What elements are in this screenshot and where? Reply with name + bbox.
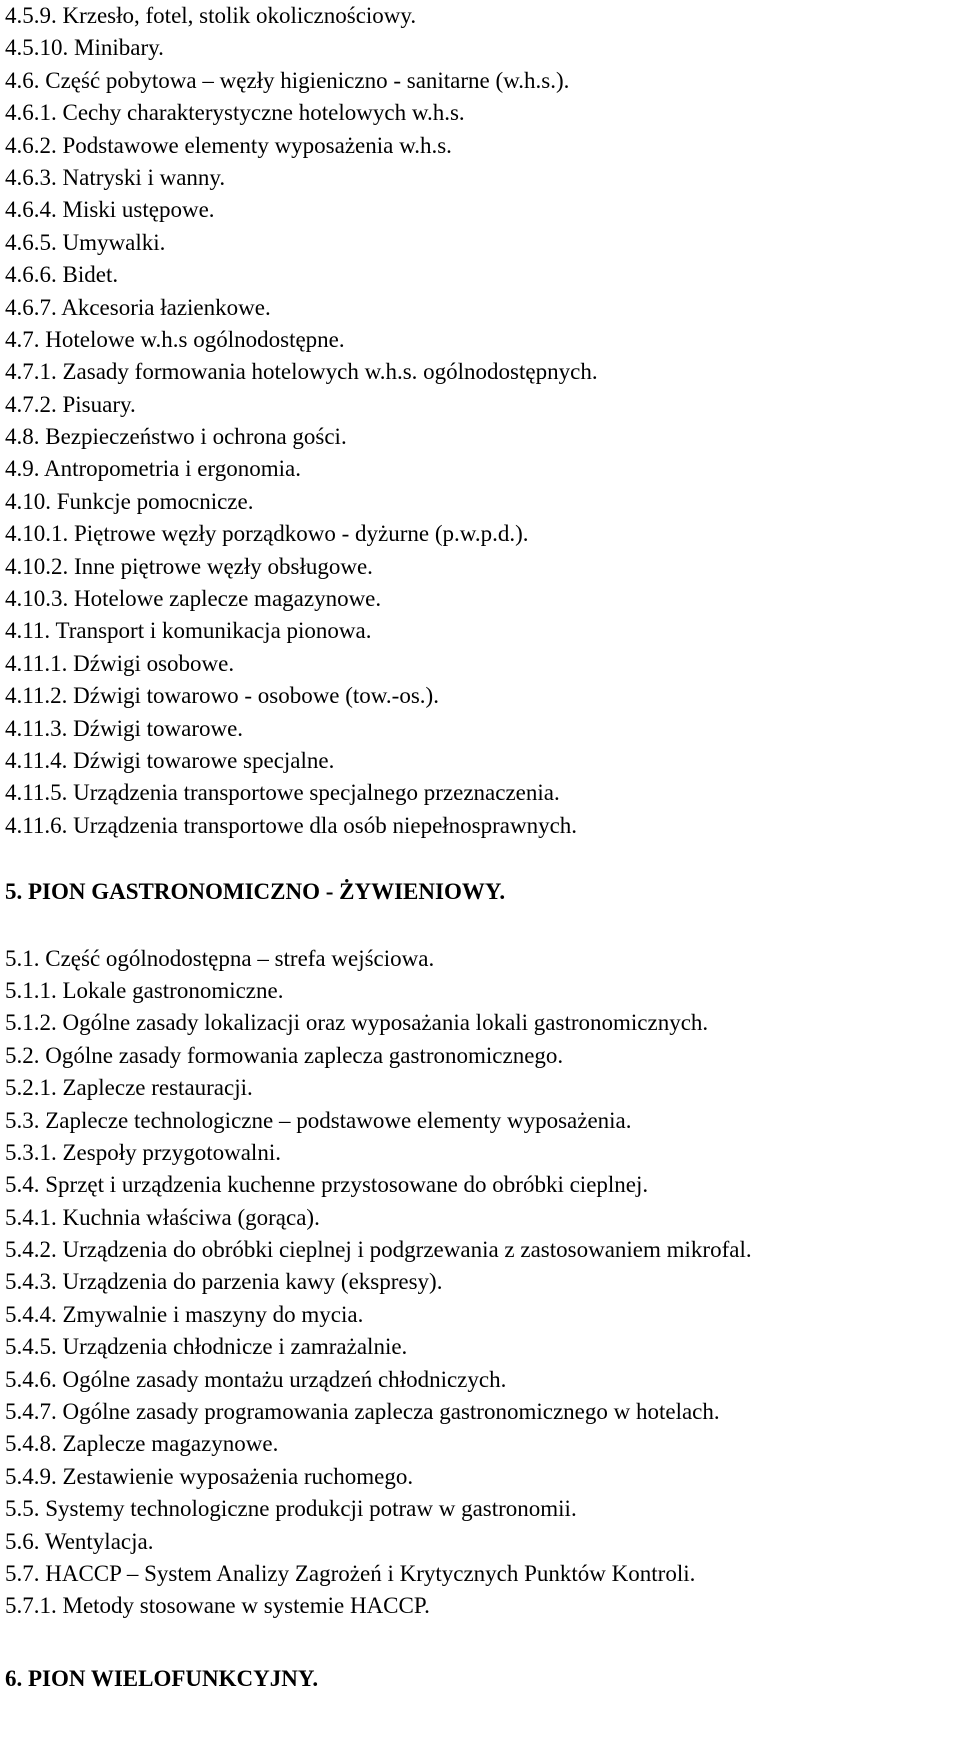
toc-line: 5.4.5. Urządzenia chłodnicze i zamrażalnie. bbox=[5, 1334, 408, 1360]
toc-line: 4.6.5. Umywalki. bbox=[5, 229, 166, 255]
toc-line: 4.7. Hotelowe w.h.s ogólnodostępne. bbox=[5, 326, 345, 352]
toc-line: 4.10. Funkcje pomocnicze. bbox=[5, 488, 254, 514]
toc-line: 5.4. Sprzęt i urządzenia kuchenne przystosowane do obróbki cieplnej. bbox=[5, 1172, 649, 1198]
toc-line: 5.2.1. Zaplecze restauracji. bbox=[5, 1075, 253, 1101]
toc-line: 5.1.2. Ogólne zasady lokalizacji oraz wyposażania lokali gastronomicznych. bbox=[5, 1010, 709, 1036]
section-5-list bbox=[5, 943, 955, 1623]
toc-line: 5.4.6. Ogólne zasady montażu urządzeń chłodniczych. bbox=[5, 1366, 507, 1392]
toc-line: 4.6.2. Podstawowe elementy wyposażenia w.h.s. bbox=[5, 132, 452, 158]
toc-line: 4.11.1. Dźwigi osobowe. bbox=[5, 650, 235, 676]
toc-line: 5.4.4. Zmywalnie i maszyny do mycia. bbox=[5, 1301, 364, 1327]
toc-line: 4.11. Transport i komunikacja pionowa. bbox=[5, 618, 372, 644]
toc-line: 5.5. Systemy technologiczne produkcji potraw w gastronomii. bbox=[5, 1496, 577, 1522]
toc-line: 4.11.4. Dźwigi towarowe specjalne. bbox=[5, 747, 335, 773]
toc-line: 4.10.2. Inne piętrowe węzły obsługowe. bbox=[5, 553, 373, 579]
toc-line: 5.4.3. Urządzenia do parzenia kawy (ekspresy). bbox=[5, 1269, 443, 1295]
toc-line: 4.9. Antropometria i ergonomia. bbox=[5, 456, 301, 482]
toc-line: 4.6.7. Akcesoria łazienkowe. bbox=[5, 294, 271, 320]
toc-line: 4.6.1. Cechy charakterystyczne hotelowych w.h.s. bbox=[5, 100, 465, 126]
toc-line: 5.7. HACCP – System Analizy Zagrożeń i Krytycznych Punktów Kontroli. bbox=[5, 1560, 696, 1586]
toc-line: 4.5.9. Krzesło, fotel, stolik okolicznościowy. bbox=[5, 3, 417, 28]
toc-line: 4.6.6. Bidet. bbox=[5, 262, 119, 288]
toc-line: 4.11.5. Urządzenia transportowe specjalnego przeznaczenia. bbox=[5, 780, 560, 806]
toc-line: 5.4.7. Ogólne zasady programowania zaplecza gastronomicznego w hotelach. bbox=[5, 1399, 720, 1425]
toc-line: 5.1.1. Lokale gastronomiczne. bbox=[5, 977, 284, 1003]
toc-line: 5.4.8. Zaplecze magazynowe. bbox=[5, 1431, 279, 1457]
toc-line: 4.10.1. Piętrowe węzły porządkowo - dyżurne (p.w.p.d.). bbox=[5, 521, 529, 547]
toc-line: 5.4.2. Urządzenia do obróbki cieplnej i podgrzewania z zastosowaniem mikrofal. bbox=[5, 1237, 752, 1263]
toc-line: 5.4.9. Zestawienie wyposażenia ruchomego. bbox=[5, 1463, 414, 1489]
toc-line: 4.6. Część pobytowa – węzły higieniczno - sanitarne (w.h.s.). bbox=[5, 67, 570, 93]
toc-line: 4.10.3. Hotelowe zaplecze magazynowe. bbox=[5, 586, 382, 612]
toc-line: 5.4.1. Kuchnia właściwa (gorąca). bbox=[5, 1204, 320, 1230]
toc-line: 4.8. Bezpieczeństwo i ochrona gości. bbox=[5, 424, 347, 450]
section-5-heading: 5. PION GASTRONOMICZNO - ŻYWIENIOWY. bbox=[5, 879, 506, 905]
toc-line: 4.6.4. Miski ustępowe. bbox=[5, 197, 215, 223]
toc-line: 5.3.1. Zespoły przygotowalni. bbox=[5, 1139, 281, 1165]
toc-line: 4.11.2. Dźwigi towarowo - osobowe (tow.-os.). bbox=[5, 683, 439, 709]
section-gap bbox=[5, 909, 955, 943]
toc-line: 4.6.3. Natryski i wanny. bbox=[5, 164, 226, 190]
toc-line: 5.6. Wentylacja. bbox=[5, 1528, 154, 1554]
toc-line: 4.7.1. Zasady formowania hotelowych w.h.s. ogólnodostępnych. bbox=[5, 359, 598, 385]
section-gap bbox=[5, 842, 955, 876]
document-page bbox=[5, 0, 955, 1695]
toc-line: 5.7.1. Metody stosowane w systemie HACCP. bbox=[5, 1593, 430, 1619]
toc-line: 4.11.3. Dźwigi towarowe. bbox=[5, 715, 244, 741]
section-gap bbox=[5, 1623, 955, 1663]
toc-line: 4.7.2. Pisuary. bbox=[5, 391, 136, 417]
section-6-heading: 6. PION WIELOFUNKCYJNY. bbox=[5, 1665, 319, 1691]
section-4-list bbox=[5, 0, 955, 842]
toc-line: 4.11.6. Urządzenia transportowe dla osób niepełnosprawnych. bbox=[5, 812, 578, 838]
toc-line: 5.1. Część ogólnodostępna – strefa wejściowa. bbox=[5, 945, 435, 971]
toc-line: 4.5.10. Minibary. bbox=[5, 35, 164, 61]
toc-line: 5.3. Zaplecze technologiczne – podstawowe elementy wyposażenia. bbox=[5, 1107, 632, 1133]
toc-line: 5.2. Ogólne zasady formowania zaplecza gastronomicznego. bbox=[5, 1042, 564, 1068]
